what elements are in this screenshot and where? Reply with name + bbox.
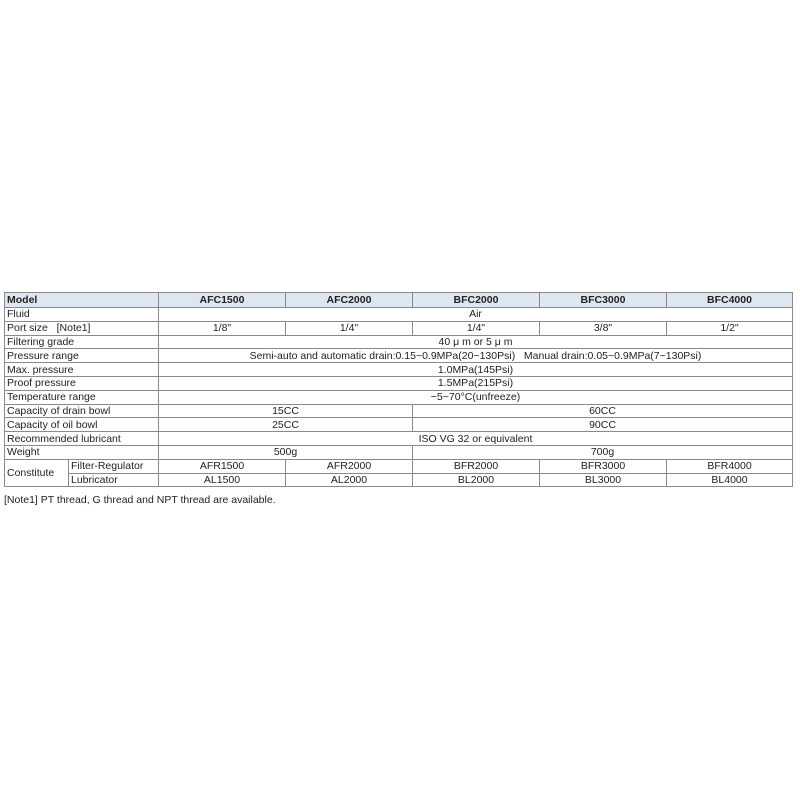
port-size-value: 1/4" [413, 321, 540, 335]
port-size-label [5, 321, 159, 335]
drain-bowl-label: Capacity of drain bowl [5, 404, 159, 418]
drain-bowl-value: 60CC [413, 404, 793, 418]
port-size-value: 3/8" [540, 321, 667, 335]
oil-bowl-value: 25CC [159, 418, 413, 432]
filter-regulator-value: AFR1500 [159, 459, 286, 473]
spec-table [4, 292, 793, 487]
lubricant-value: ISO VG 32 or equivalent [159, 432, 793, 446]
weight-label: Weight [5, 445, 159, 459]
port-size-row [5, 321, 793, 335]
oil-bowl-row [5, 418, 793, 432]
filter-regulator-value: AFR2000 [286, 459, 413, 473]
filtering-grade-row [5, 335, 793, 349]
weight-row [5, 445, 793, 459]
lubricant-label: Recommended lubricant [5, 432, 159, 446]
pressure-range-row [5, 349, 793, 363]
model-afc1500: AFC1500 [159, 293, 286, 308]
lubricator-value: AL1500 [159, 473, 286, 487]
fluid-label: Fluid [5, 308, 159, 322]
port-size-note: [Note1] [56, 322, 91, 335]
spec-table-container [4, 292, 792, 487]
model-bfc3000: BFC3000 [540, 293, 667, 308]
temperature-range-value: −5~70°C(unfreeze) [159, 390, 793, 404]
weight-value: 700g [413, 445, 793, 459]
proof-pressure-label: Proof pressure [5, 376, 159, 390]
lubricator-value: BL4000 [667, 473, 793, 487]
oil-bowl-label: Capacity of oil bowl [5, 418, 159, 432]
filter-regulator-label: Filter-Regulator [69, 459, 159, 473]
max-pressure-value: 1.0MPa(145Psi) [159, 363, 793, 377]
weight-value: 500g [159, 445, 413, 459]
filtering-grade-value: 40 μ m or 5 μ m [159, 335, 793, 349]
model-afc2000: AFC2000 [286, 293, 413, 308]
filter-regulator-value: BFR3000 [540, 459, 667, 473]
header-row [5, 293, 793, 308]
model-bfc4000: BFC4000 [667, 293, 793, 308]
max-pressure-label: Max. pressure [5, 363, 159, 377]
port-size-label-text: Port size [7, 322, 48, 335]
lubricator-value: BL3000 [540, 473, 667, 487]
footnote: [Note1] PT thread, G thread and NPT thread are available. [4, 494, 276, 506]
port-size-value: 1/4" [286, 321, 413, 335]
pressure-range-value: Semi-auto and automatic drain:0.15~0.9MPa(20~130Psi) Manual drain:0.05~0.9MPa(7~130Psi) [159, 349, 793, 363]
filter-regulator-value: BFR4000 [667, 459, 793, 473]
lubricator-row [5, 473, 793, 487]
filter-regulator-row [5, 459, 793, 473]
proof-pressure-value: 1.5MPa(215Psi) [159, 376, 793, 390]
temperature-range-label: Temperature range [5, 390, 159, 404]
lubricator-value: BL2000 [413, 473, 540, 487]
port-size-value: 1/2" [667, 321, 793, 335]
oil-bowl-value: 90CC [413, 418, 793, 432]
lubricant-row [5, 432, 793, 446]
proof-pressure-row [5, 376, 793, 390]
lubricator-value: AL2000 [286, 473, 413, 487]
filtering-grade-label: Filtering grade [5, 335, 159, 349]
model-bfc2000: BFC2000 [413, 293, 540, 308]
lubricator-label: Lubricator [69, 473, 159, 487]
drain-bowl-value: 15CC [159, 404, 413, 418]
model-header: Model [5, 293, 159, 308]
fluid-row [5, 308, 793, 322]
pressure-range-label: Pressure range [5, 349, 159, 363]
fluid-value: Air [159, 308, 793, 322]
temperature-range-row [5, 390, 793, 404]
port-size-value: 1/8" [159, 321, 286, 335]
drain-bowl-row [5, 404, 793, 418]
constitute-label: Constitute [5, 459, 69, 487]
max-pressure-row [5, 363, 793, 377]
filter-regulator-value: BFR2000 [413, 459, 540, 473]
